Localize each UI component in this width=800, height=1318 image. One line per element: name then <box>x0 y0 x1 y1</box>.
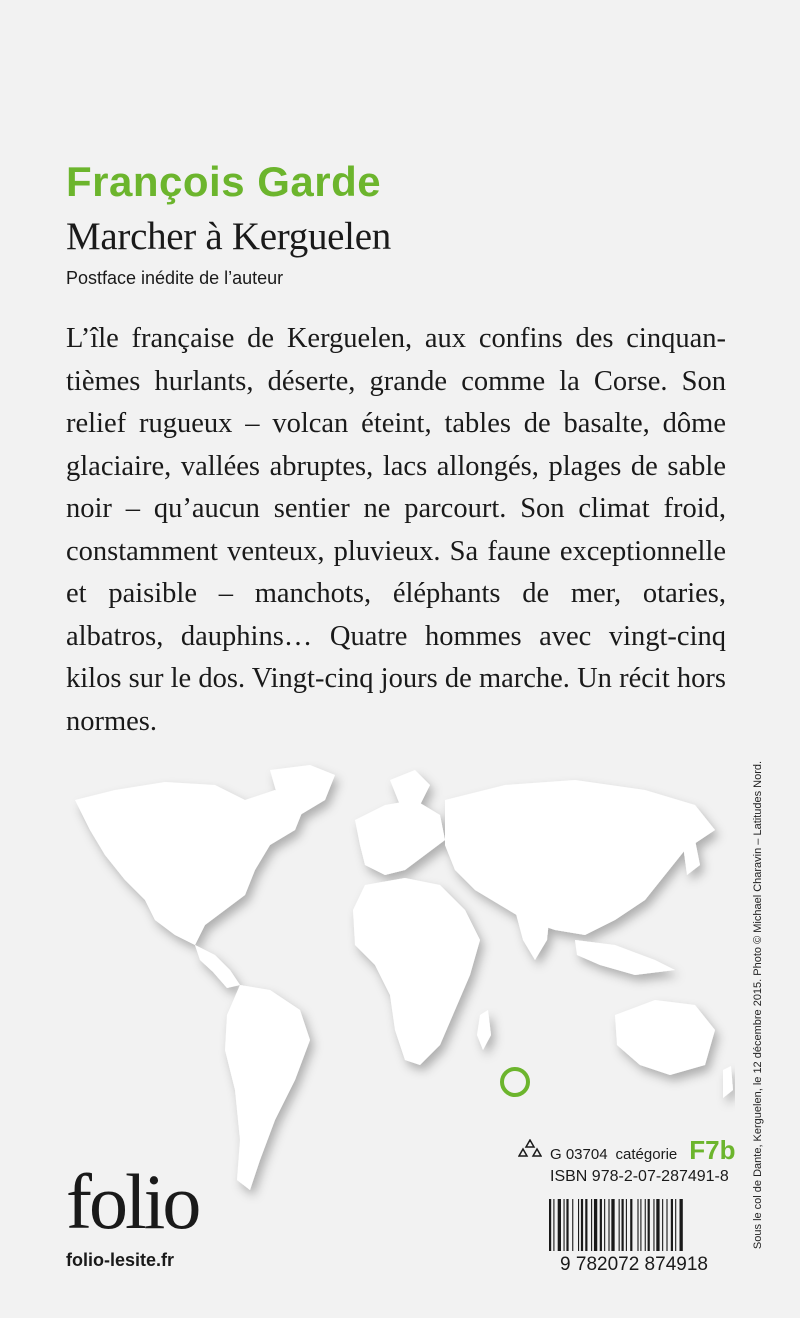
photo-credit: Sous le col de Dante, Kerguelen, le 12 décembre 2015. Photo © Michael Charavin – Latitudes Nord. <box>752 760 764 1250</box>
barcode-bar <box>656 1199 659 1251</box>
barcode-bar <box>594 1199 597 1251</box>
website-link[interactable]: folio-lesite.fr <box>66 1250 175 1270</box>
back-cover-blurb: L’île française de Kerguelen, aux confins des cinquantièmes hurlants, déserte, grande comme la Corse. Son relief rugueux – volcan éteint, tables de basalte, dôme glaciaire, vallées abruptes, lacs allongés, plages de sable noir – qu’aucun sentier ne parcourt. Son climat froid, constamment venteux, pluvieux. Sa faune exceptionnelle et paisible – manchots, éléphants de mer, otaries, albatros, dauphins… Quatre hommes avec vingt-cinq kilos sur le dos. Vingt-cinq jours de marche. Un récit hors normes. <box>66 323 726 737</box>
barcode-bar <box>640 1199 641 1251</box>
barcode-bar <box>611 1199 614 1251</box>
barcode-bar <box>591 1199 592 1251</box>
book-subtitle: Postface inédite de l’auteur <box>66 268 284 288</box>
barcode-bar <box>648 1199 650 1251</box>
barcode-bar <box>604 1199 605 1251</box>
barcode-bar <box>549 1199 551 1251</box>
continents <box>75 765 736 1190</box>
barcode-bar <box>645 1199 646 1251</box>
barcode-bar <box>666 1199 667 1251</box>
barcode-bar <box>637 1199 638 1251</box>
book-title: Marcher à Kerguelen <box>66 215 391 258</box>
category-code: F7b <box>689 1135 736 1165</box>
barcode-bar <box>653 1199 654 1251</box>
barcode-bar <box>564 1199 565 1251</box>
barcode-bar <box>558 1199 561 1251</box>
barcode-bar <box>553 1199 554 1251</box>
barcode-bar <box>671 1199 673 1251</box>
catalog-line <box>518 1135 736 1166</box>
category-label: catégorie <box>615 1146 678 1163</box>
barcode-bar <box>619 1199 620 1251</box>
barcode-bar <box>662 1199 663 1251</box>
barcode-bar <box>608 1199 609 1251</box>
barcode-bar <box>600 1199 602 1251</box>
folio-logo: folio <box>66 1158 199 1245</box>
barcode <box>545 1197 723 1273</box>
barcode-bar <box>585 1199 587 1251</box>
author-name: François Garde <box>66 158 382 205</box>
green-ring-icon <box>502 1069 528 1095</box>
barcode-digits: 9 782072 874918 <box>560 1254 708 1273</box>
photo-credit-container <box>745 730 771 1280</box>
barcode-bar <box>680 1199 683 1251</box>
barcode-bar <box>578 1199 579 1251</box>
barcode-bar <box>572 1199 573 1251</box>
catalog-code: G 03704 <box>550 1146 608 1163</box>
barcode-bar <box>675 1199 676 1251</box>
barcode-bar <box>626 1199 627 1251</box>
barcode-bar <box>581 1199 583 1251</box>
barcode-bar <box>630 1199 632 1251</box>
isbn: ISBN 978-2-07-287491-8 <box>550 1168 729 1185</box>
barcode-bar <box>622 1199 624 1251</box>
triple-triangle-icon <box>518 1139 542 1159</box>
barcode-bar <box>566 1199 568 1251</box>
